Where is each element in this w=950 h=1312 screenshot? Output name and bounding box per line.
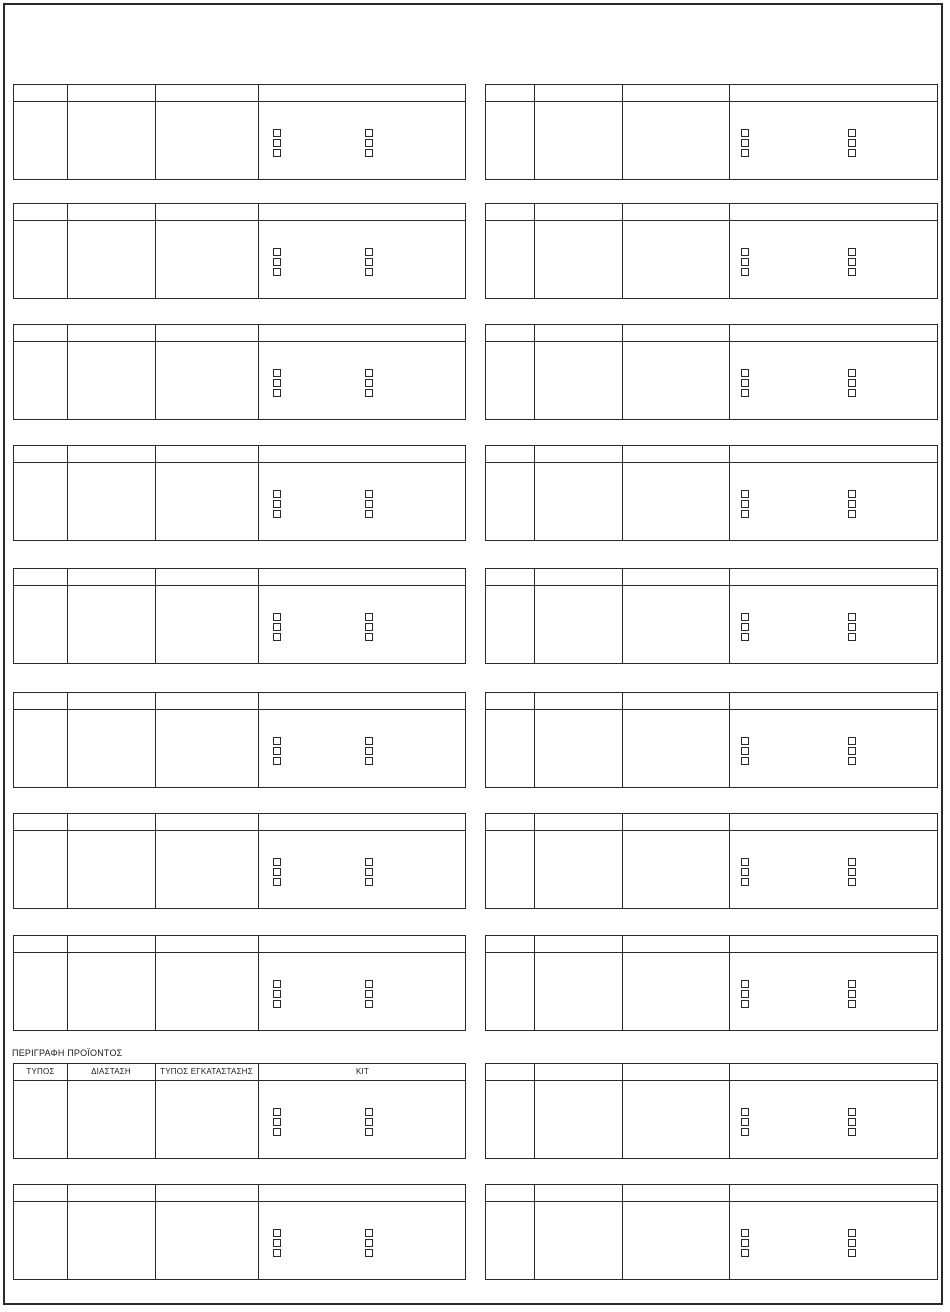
column-divider: [534, 204, 535, 298]
column-divider: [67, 1185, 68, 1279]
product-card-left-2: [13, 203, 466, 299]
kit-checkbox[interactable]: [741, 1128, 749, 1136]
column-divider: [534, 814, 535, 908]
kit-checkbox[interactable]: [273, 747, 281, 755]
kit-checkbox[interactable]: [741, 1000, 749, 1008]
kit-checkbox[interactable]: [273, 980, 281, 988]
kit-checkbox[interactable]: [273, 1249, 281, 1257]
kit-checkbox[interactable]: [273, 868, 281, 876]
kit-checkbox[interactable]: [273, 990, 281, 998]
card-header-row: [486, 446, 937, 463]
kit-checkbox[interactable]: [848, 149, 856, 157]
kit-checkbox[interactable]: [273, 1108, 281, 1116]
column-divider: [622, 1064, 623, 1158]
kit-checkbox[interactable]: [741, 868, 749, 876]
kit-checkbox[interactable]: [741, 747, 749, 755]
kit-checkbox[interactable]: [741, 1249, 749, 1257]
kit-checkbox[interactable]: [365, 389, 373, 397]
kit-checkbox[interactable]: [365, 1000, 373, 1008]
kit-checkbox[interactable]: [848, 1118, 856, 1126]
kit-checkbox[interactable]: [273, 490, 281, 498]
column-divider: [534, 325, 535, 419]
column-divider: [155, 325, 156, 419]
kit-checkbox[interactable]: [273, 149, 281, 157]
kit-checkbox[interactable]: [273, 510, 281, 518]
kit-checkbox[interactable]: [848, 139, 856, 147]
column-divider: [622, 814, 623, 908]
kit-checkbox[interactable]: [365, 369, 373, 377]
product-card-left-6: [13, 692, 466, 788]
column-divider: [155, 693, 156, 787]
kit-checkbox[interactable]: [365, 1239, 373, 1247]
column-divider: [67, 693, 68, 787]
kit-checkbox[interactable]: [365, 1229, 373, 1237]
card-header-row: [14, 325, 465, 342]
column-divider: [622, 446, 623, 540]
kit-checkbox[interactable]: [273, 757, 281, 765]
column-divider: [622, 936, 623, 1030]
product-card-right-2: [485, 203, 938, 299]
kit-checkbox[interactable]: [365, 379, 373, 387]
kit-checkbox[interactable]: [273, 1239, 281, 1247]
column-divider: [534, 1064, 535, 1158]
kit-checkbox[interactable]: [741, 379, 749, 387]
column-divider: [622, 1185, 623, 1279]
column-divider: [67, 1064, 68, 1158]
kit-checkbox[interactable]: [848, 623, 856, 631]
card-header-row: [14, 936, 465, 953]
kit-checkbox[interactable]: [365, 1108, 373, 1116]
card-header-row: [14, 85, 465, 102]
kit-checkbox[interactable]: [741, 613, 749, 621]
kit-checkbox[interactable]: [741, 248, 749, 256]
column-divider: [729, 814, 730, 908]
kit-checkbox[interactable]: [273, 268, 281, 276]
column-divider: [258, 693, 259, 787]
kit-checkbox[interactable]: [848, 980, 856, 988]
kit-checkbox[interactable]: [848, 369, 856, 377]
column-divider: [258, 569, 259, 663]
kit-checkbox[interactable]: [741, 990, 749, 998]
kit-checkbox[interactable]: [365, 1249, 373, 1257]
kit-checkbox[interactable]: [848, 510, 856, 518]
kit-checkbox[interactable]: [741, 369, 749, 377]
card-header-row: [486, 814, 937, 831]
card-header-row: [486, 693, 937, 710]
kit-checkbox[interactable]: [365, 248, 373, 256]
kit-checkbox[interactable]: [848, 500, 856, 508]
column-header-type: ΤΥΠΟΣ: [26, 1067, 55, 1076]
product-card-right-4: [485, 445, 938, 541]
product-card-right-9: [485, 1063, 938, 1159]
column-divider: [155, 446, 156, 540]
column-divider: [67, 936, 68, 1030]
column-divider: [67, 204, 68, 298]
column-header-dimension: ΔΙΑΣΤΑΣΗ: [91, 1067, 131, 1076]
kit-checkbox[interactable]: [273, 500, 281, 508]
kit-checkbox[interactable]: [365, 633, 373, 641]
kit-checkbox[interactable]: [848, 1229, 856, 1237]
kit-checkbox[interactable]: [365, 139, 373, 147]
card-header-row: [486, 204, 937, 221]
kit-checkbox[interactable]: [273, 613, 281, 621]
kit-checkbox[interactable]: [273, 379, 281, 387]
kit-checkbox[interactable]: [741, 633, 749, 641]
column-divider: [622, 569, 623, 663]
column-divider: [622, 693, 623, 787]
product-card-left-7: [13, 813, 466, 909]
kit-checkbox[interactable]: [365, 258, 373, 266]
kit-checkbox[interactable]: [848, 737, 856, 745]
kit-checkbox[interactable]: [273, 1229, 281, 1237]
kit-checkbox[interactable]: [365, 878, 373, 886]
column-divider: [155, 936, 156, 1030]
product-card-left-3: [13, 324, 466, 420]
column-divider: [729, 204, 730, 298]
product-card-left-1: [13, 84, 466, 180]
kit-checkbox[interactable]: [848, 878, 856, 886]
kit-checkbox[interactable]: [848, 379, 856, 387]
product-card-left-8: [13, 935, 466, 1031]
column-divider: [67, 569, 68, 663]
kit-checkbox[interactable]: [741, 139, 749, 147]
kit-checkbox[interactable]: [365, 980, 373, 988]
card-header-row: [486, 1185, 937, 1202]
card-header-row: [14, 204, 465, 221]
column-divider: [155, 204, 156, 298]
column-divider: [534, 693, 535, 787]
kit-checkbox[interactable]: [273, 633, 281, 641]
column-header-installation-type: ΤΥΠΟΣ ΕΓΚΑΤΑΣΤΑΣΗΣ: [160, 1067, 253, 1076]
column-header-kit: ΚΙΤ: [355, 1067, 370, 1076]
kit-checkbox[interactable]: [848, 613, 856, 621]
kit-checkbox[interactable]: [741, 129, 749, 137]
kit-checkbox[interactable]: [365, 500, 373, 508]
column-divider: [622, 85, 623, 179]
product-card-left-4: [13, 445, 466, 541]
kit-checkbox[interactable]: [741, 980, 749, 988]
kit-checkbox[interactable]: [848, 1239, 856, 1247]
kit-checkbox[interactable]: [365, 613, 373, 621]
column-divider: [534, 1185, 535, 1279]
product-card-right-8: [485, 935, 938, 1031]
kit-checkbox[interactable]: [273, 1128, 281, 1136]
kit-checkbox[interactable]: [365, 490, 373, 498]
kit-checkbox[interactable]: [848, 389, 856, 397]
kit-checkbox[interactable]: [741, 858, 749, 866]
column-divider: [729, 693, 730, 787]
kit-checkbox[interactable]: [365, 129, 373, 137]
column-divider: [534, 446, 535, 540]
kit-checkbox[interactable]: [365, 990, 373, 998]
column-divider: [258, 325, 259, 419]
card-header-row: [14, 446, 465, 463]
kit-checkbox[interactable]: [741, 268, 749, 276]
column-divider: [258, 1185, 259, 1279]
kit-checkbox[interactable]: [273, 129, 281, 137]
kit-checkbox[interactable]: [848, 1128, 856, 1136]
section-title: ΠΕΡΙΓΡΑΦΗ ΠΡΟΪΟΝΤΟΣ: [12, 1048, 123, 1058]
card-header-row: [14, 1185, 465, 1202]
column-divider: [258, 936, 259, 1030]
column-divider: [534, 569, 535, 663]
kit-checkbox[interactable]: [273, 139, 281, 147]
column-divider: [534, 85, 535, 179]
kit-checkbox[interactable]: [848, 1000, 856, 1008]
kit-checkbox[interactable]: [741, 1229, 749, 1237]
kit-checkbox[interactable]: [365, 868, 373, 876]
kit-checkbox[interactable]: [848, 757, 856, 765]
kit-checkbox[interactable]: [741, 737, 749, 745]
kit-checkbox[interactable]: [741, 878, 749, 886]
kit-checkbox[interactable]: [273, 369, 281, 377]
column-divider: [155, 1185, 156, 1279]
card-header-row: [14, 814, 465, 831]
card-header-row: [486, 1064, 937, 1081]
kit-checkbox[interactable]: [365, 1118, 373, 1126]
card-header-row: [486, 936, 937, 953]
kit-checkbox[interactable]: [741, 623, 749, 631]
kit-checkbox[interactable]: [848, 990, 856, 998]
kit-checkbox[interactable]: [848, 129, 856, 137]
column-divider: [729, 325, 730, 419]
product-card-left-10: [13, 1184, 466, 1280]
kit-checkbox[interactable]: [273, 737, 281, 745]
kit-checkbox[interactable]: [848, 858, 856, 866]
kit-checkbox[interactable]: [848, 258, 856, 266]
column-divider: [622, 325, 623, 419]
product-card-left-9: [13, 1063, 466, 1159]
column-divider: [258, 446, 259, 540]
kit-checkbox[interactable]: [273, 1118, 281, 1126]
product-card-right-5: [485, 568, 938, 664]
kit-checkbox[interactable]: [273, 623, 281, 631]
column-divider: [155, 1064, 156, 1158]
kit-checkbox[interactable]: [365, 747, 373, 755]
kit-checkbox[interactable]: [365, 510, 373, 518]
column-divider: [729, 85, 730, 179]
kit-checkbox[interactable]: [365, 149, 373, 157]
kit-checkbox[interactable]: [848, 747, 856, 755]
column-divider: [155, 569, 156, 663]
card-header-row: [14, 569, 465, 586]
product-card-left-5: [13, 568, 466, 664]
column-divider: [155, 85, 156, 179]
kit-checkbox[interactable]: [273, 878, 281, 886]
kit-checkbox[interactable]: [365, 737, 373, 745]
kit-checkbox[interactable]: [365, 623, 373, 631]
product-card-right-10: [485, 1184, 938, 1280]
kit-checkbox[interactable]: [365, 858, 373, 866]
card-header-row: [486, 325, 937, 342]
kit-checkbox[interactable]: [848, 633, 856, 641]
column-divider: [67, 814, 68, 908]
kit-checkbox[interactable]: [741, 1118, 749, 1126]
column-divider: [258, 204, 259, 298]
kit-checkbox[interactable]: [741, 389, 749, 397]
column-divider: [67, 85, 68, 179]
product-card-right-1: [485, 84, 938, 180]
kit-checkbox[interactable]: [848, 1108, 856, 1116]
column-divider: [67, 446, 68, 540]
kit-checkbox[interactable]: [365, 1128, 373, 1136]
kit-checkbox[interactable]: [273, 389, 281, 397]
kit-checkbox[interactable]: [741, 258, 749, 266]
column-divider: [258, 814, 259, 908]
card-header-row: [486, 569, 937, 586]
kit-checkbox[interactable]: [741, 510, 749, 518]
kit-checkbox[interactable]: [741, 757, 749, 765]
product-card-right-7: [485, 813, 938, 909]
column-divider: [729, 1185, 730, 1279]
column-divider: [729, 936, 730, 1030]
column-divider: [729, 1064, 730, 1158]
column-divider: [258, 1064, 259, 1158]
column-divider: [729, 446, 730, 540]
kit-checkbox[interactable]: [741, 1108, 749, 1116]
kit-checkbox[interactable]: [848, 268, 856, 276]
kit-checkbox[interactable]: [741, 1239, 749, 1247]
column-divider: [622, 204, 623, 298]
kit-checkbox[interactable]: [273, 248, 281, 256]
product-card-right-6: [485, 692, 938, 788]
kit-checkbox[interactable]: [848, 248, 856, 256]
kit-checkbox[interactable]: [741, 149, 749, 157]
product-card-right-3: [485, 324, 938, 420]
kit-checkbox[interactable]: [848, 490, 856, 498]
kit-checkbox[interactable]: [273, 1000, 281, 1008]
column-divider: [155, 814, 156, 908]
card-header-row: [14, 693, 465, 710]
kit-checkbox[interactable]: [741, 490, 749, 498]
kit-checkbox[interactable]: [848, 868, 856, 876]
column-divider: [729, 569, 730, 663]
column-divider: [67, 325, 68, 419]
column-divider: [534, 936, 535, 1030]
kit-checkbox[interactable]: [365, 757, 373, 765]
card-header-row: [486, 85, 937, 102]
kit-checkbox[interactable]: [741, 500, 749, 508]
column-divider: [258, 85, 259, 179]
kit-checkbox[interactable]: [848, 1249, 856, 1257]
kit-checkbox[interactable]: [273, 258, 281, 266]
kit-checkbox[interactable]: [365, 268, 373, 276]
kit-checkbox[interactable]: [273, 858, 281, 866]
